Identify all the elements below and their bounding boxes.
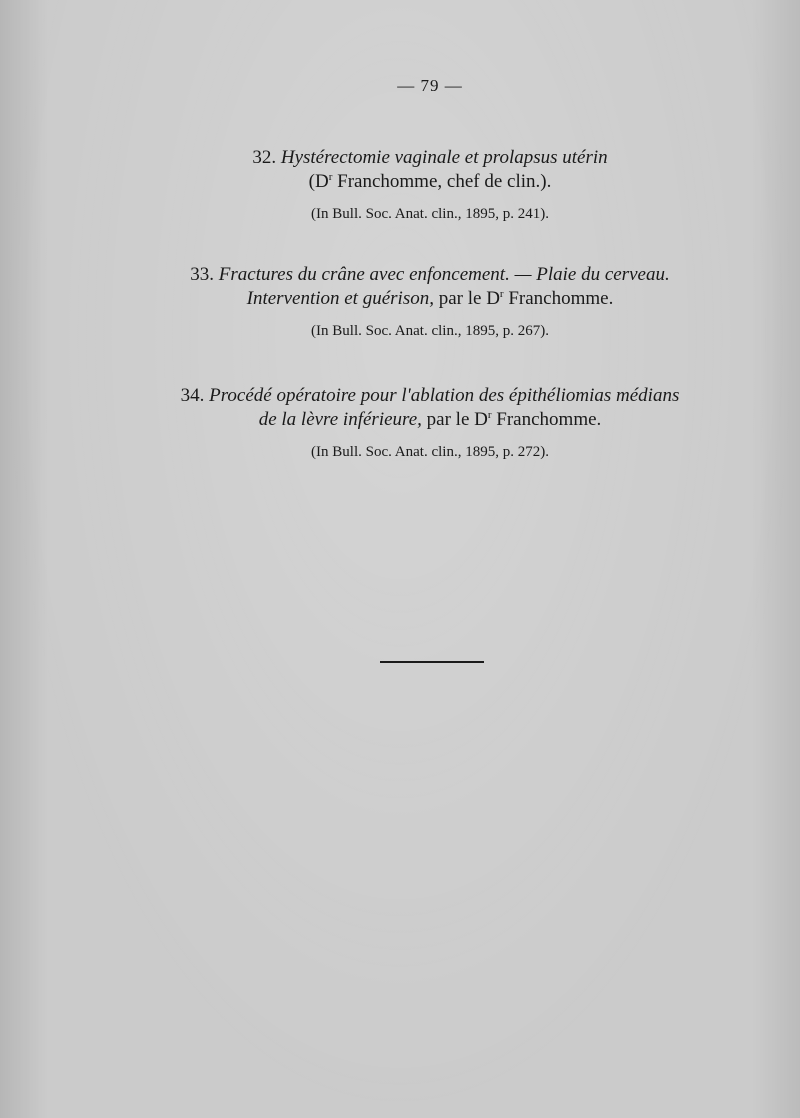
bibliography-entry-32 xyxy=(0,146,800,223)
end-rule-divider xyxy=(380,661,484,663)
entry-author-sup: r xyxy=(328,171,333,183)
entry-author-sup: r xyxy=(487,409,492,421)
entry-author-sup: r xyxy=(499,288,504,300)
entry-author-rest: Franchomme. xyxy=(503,288,614,309)
entry-title: Procédé opératoire pour l'ablation des épithéliomias médians xyxy=(209,385,680,406)
entry-title-line xyxy=(0,263,800,287)
entry-number: 32. xyxy=(252,147,277,168)
entry-author-prefix: par le D xyxy=(433,288,500,309)
entry-author-prefix: (D xyxy=(308,171,329,192)
entry-number: 33. xyxy=(190,264,215,285)
entry-title-continued: Intervention et guérison, xyxy=(246,288,434,309)
entry-author-rest: Franchomme, chef de clin.). xyxy=(332,171,552,192)
entry-author-line xyxy=(0,408,800,432)
entry-title-line xyxy=(0,146,800,170)
entry-reference: (In Bull. Soc. Anat. clin., 1895, p. 241). xyxy=(311,206,549,222)
entry-reference: (In Bull. Soc. Anat. clin., 1895, p. 267). xyxy=(311,323,549,339)
entry-author-prefix: par le D xyxy=(421,409,488,430)
entry-reference: (In Bull. Soc. Anat. clin., 1895, p. 272). xyxy=(311,444,549,460)
entry-title: Hystérectomie vaginale et prolapsus utérin xyxy=(280,147,608,168)
entry-title: Fractures du crâne avec enfoncement. — Plaie du cerveau. xyxy=(218,264,670,285)
entry-author-line xyxy=(0,170,800,194)
page-number: — 79 — xyxy=(397,76,463,95)
bibliography-entry-33 xyxy=(0,263,800,340)
entry-author-line xyxy=(0,287,800,311)
bibliography-entry-34 xyxy=(0,384,800,461)
entry-author-rest: Franchomme. xyxy=(491,409,602,430)
entry-title-line xyxy=(0,384,800,408)
entry-number: 34. xyxy=(180,385,205,406)
entry-title-continued: de la lèvre inférieure, xyxy=(258,409,422,430)
